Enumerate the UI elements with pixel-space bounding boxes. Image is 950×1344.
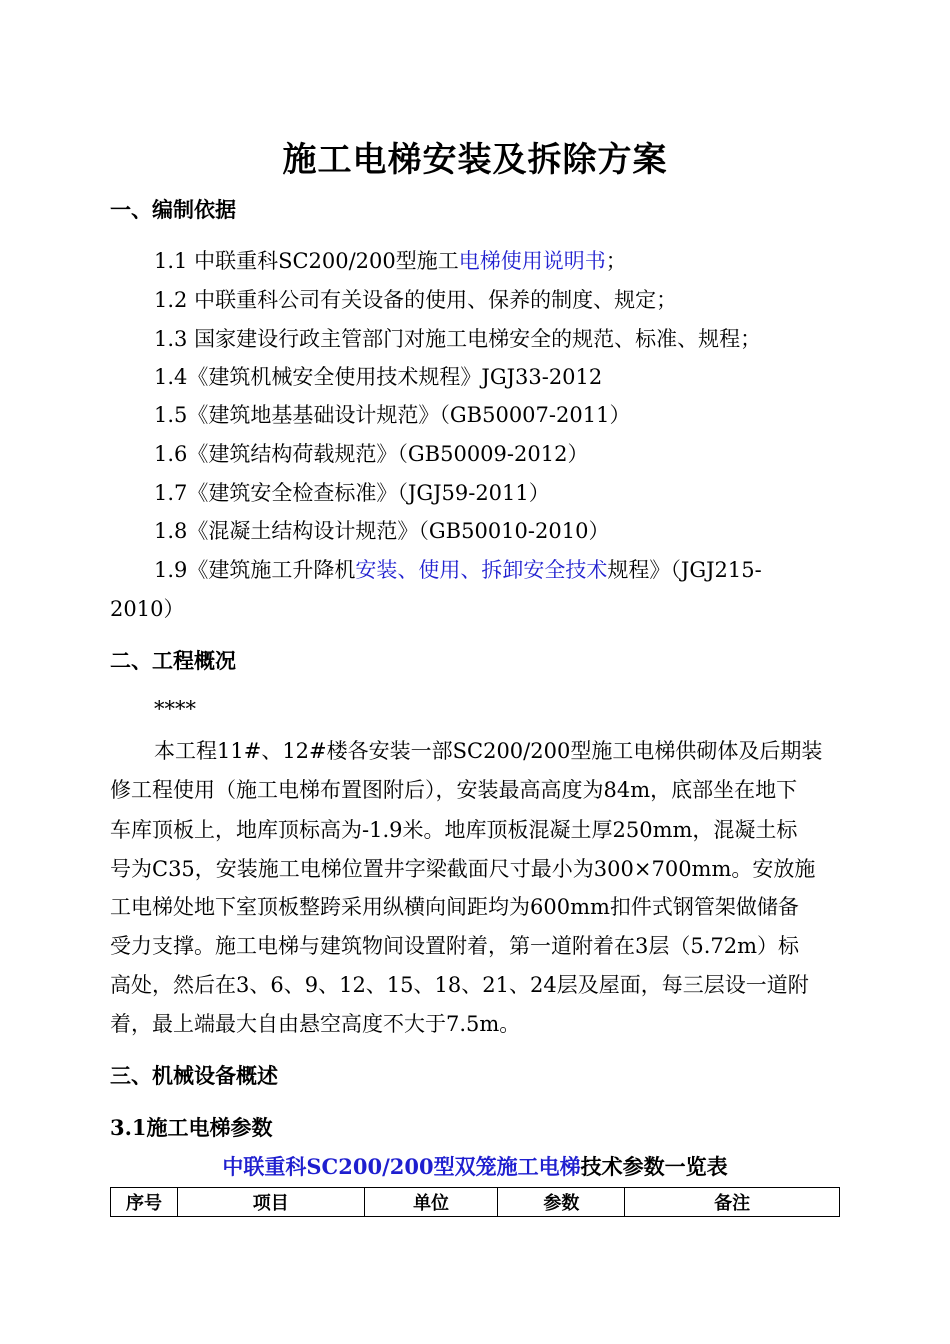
- overview-line-8: 着，最上端最大自由悬空高度不大于7.5m。: [110, 1012, 521, 1036]
- basis-item-1: [154, 245, 627, 275]
- basis-item-3: 1.3 国家建设行政主管部门对施工电梯安全的规范、标准、规程；: [154, 327, 762, 351]
- column-header: 备注: [625, 1188, 840, 1217]
- overview-line-3: 车库顶板上，地库顶标高为-1.9米。地库顶板混凝土厚250mm，混凝土标: [110, 818, 798, 842]
- column-header: 序号: [111, 1188, 178, 1217]
- column-header: 参数: [498, 1188, 625, 1217]
- column-header: 项目: [177, 1188, 364, 1217]
- project-name-masked: ****: [154, 697, 196, 721]
- basis-item-9-end: 规程》（JGJ215-: [607, 558, 762, 582]
- subsection-heading-params: 3.1施工电梯参数: [110, 1115, 273, 1140]
- document-title: 施工电梯安装及拆除方案: [282, 140, 668, 180]
- parameter-table: [110, 1187, 840, 1217]
- overview-line-5: 工电梯处地下室顶板整跨采用纵横向间距均为600mm扣件式钢管架做储备: [110, 895, 799, 919]
- table-caption-rest: 技术参数一览表: [580, 1154, 728, 1179]
- overview-line-1: 本工程11#、12#楼各安装一部SC200/200型施工电梯供砌体及后期装: [154, 739, 823, 763]
- basis-item-2: 1.2 中联重科公司有关设备的使用、保养的制度、规定；: [154, 288, 678, 312]
- overview-line-4: 号为C35，安装施工电梯位置井字梁截面尺寸最小为300×700mm。安放施: [110, 857, 816, 881]
- section-heading-basis: 一、编制依据: [110, 197, 236, 222]
- basis-item-5: 1.5《建筑地基基础设计规范》（GB50007-2011）: [154, 403, 631, 427]
- overview-line-7: 高处，然后在3、6、9、12、15、18、21、24层及屋面，每三层设一道附: [110, 973, 809, 997]
- basis-item-1-end: ；: [605, 249, 627, 273]
- overview-line-2: 修工程使用（施工电梯布置图附后），安装最高高度为84m，底部坐在地下: [110, 778, 798, 802]
- basis-item-8: 1.8《混凝土结构设计规范》（GB50010-2010）: [154, 519, 610, 543]
- basis-item-6: 1.6《建筑结构荷载规范》（GB50009-2012）: [154, 442, 589, 466]
- column-header: 单位: [364, 1188, 498, 1217]
- manual-link[interactable]: 电梯使用说明书: [458, 249, 606, 273]
- table-caption: [0, 1151, 950, 1181]
- safety-tech-link[interactable]: 安装、使用、拆卸安全技术: [355, 558, 608, 582]
- basis-item-7: 1.7《建筑安全检查标准》（JGJ59-2011）: [154, 481, 550, 505]
- basis-item-9: [154, 554, 762, 584]
- table-caption-link[interactable]: 中联重科SC200/200型双笼施工电梯: [222, 1154, 581, 1179]
- basis-item-1-text: 1.1 中联重科SC200/200型施工: [154, 249, 459, 273]
- basis-item-9-continued: 2010）: [110, 597, 185, 621]
- section-heading-equipment: 三、机械设备概述: [110, 1063, 278, 1088]
- basis-item-4: 1.4《建筑机械安全使用技术规程》JGJ33-2012: [154, 365, 603, 389]
- basis-item-9-text: 1.9《建筑施工升降机: [154, 558, 356, 582]
- table-header-row: [111, 1188, 840, 1217]
- overview-line-6: 受力支撑。施工电梯与建筑物间设置附着，第一道附着在3层（5.72m）标: [110, 934, 800, 958]
- section-heading-overview: 二、工程概况: [110, 648, 236, 673]
